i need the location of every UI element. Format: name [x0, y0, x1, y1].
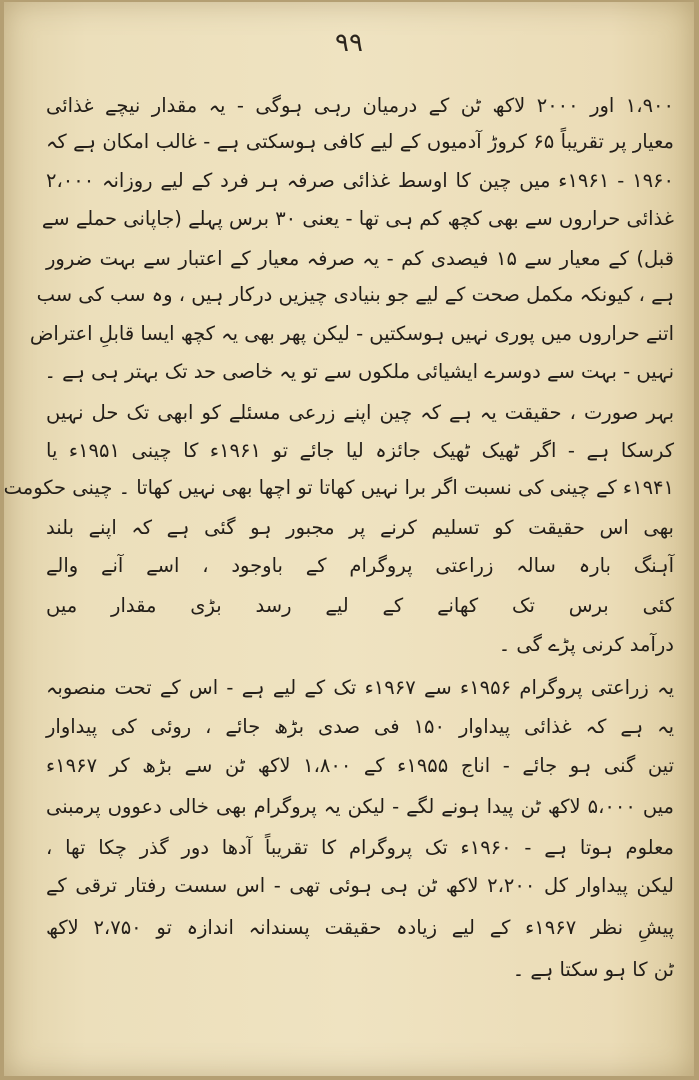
text-line: قبل) کے معیار سے ۱۵ فیصدی کم - یہ صرفہ معیار کے اعتبار سے بہت ضرور [46, 247, 674, 270]
text-line: غذائی حراروں سے بھی کچھ کم ہی تھا - یعنی ۳۰ برس پہلے (جاپانی حملے سے [41, 207, 674, 230]
text-line: لیکن پیداوار کل ۲،۲۰۰ لاکھ ٹن ہی ہوئی تھی - اس سست رفتار ترقی کے [46, 874, 674, 897]
text-line: ۱،۹۰۰ اور ۲۰۰۰ لاکھ ٹن کے درمیان رہی ہوگی - یہ مقدار نیچے غذائی [46, 94, 674, 117]
book-page [4, 2, 694, 1076]
text-line: اتنے حراروں میں پوری نہیں ہوسکتیں - لیکن پھر بھی یہ کچھ ایسا قابلِ اعتراض [29, 322, 674, 345]
text-line: کئی برس تک کھانے کے لیے رسد بڑی مقدار میں [46, 594, 674, 617]
text-line: ہے ، کیونکہ مکمل صحت کے لیے جو بنیادی چیزیں درکار ہیں ، وہ سب کی سب [36, 283, 674, 306]
text-line: معیار پر تقریباً ۶۵ کروڑ آدمیوں کے لیے کافی ہوسکتی ہے - غالب امکان ہے کہ [46, 130, 674, 153]
text-line: یہ زراعتی پروگرام ۱۹۵۶ء سے ۱۹۶۷ء تک کے لیے ہے - اس کے تحت منصوبہ [46, 676, 674, 699]
text-line: نہیں - بہت سے دوسرے ایشیائی ملکوں سے تو یہ خاصی حد تک بہتر ہی ہے ۔ [44, 360, 674, 383]
text-line: کرسکا ہے - اگر ٹھیک ٹھیک جائزہ لیا جائے تو ۱۹۶۱ء کا چینی ۱۹۵۱ء یا [46, 439, 674, 462]
page-number: ۹۹ [335, 28, 363, 58]
text-line: درآمد کرنی پڑے گی ۔ [498, 633, 674, 656]
text-line: بہر صورت ، حقیقت یہ ہے کہ چین اپنے زرعی مسئلے کو ابھی تک حل نہیں [46, 401, 674, 424]
text-line: ۱۹۶۰ - ۱۹۶۱ء میں چین کا اوسط غذائی صرفہ ہر فرد کے لیے روزانہ ۲،۰۰۰ [46, 169, 674, 192]
text-line: آہنگ بارہ سالہ زراعتی پروگرام کے باوجود ، اسے آنے والے [46, 554, 674, 577]
text-line: ٹن کا ہو سکتا ہے ۔ [512, 958, 674, 981]
text-line: ۱۹۴۱ء کے چینی کی نسبت اگر برا نہیں کھاتا تو اچھا بھی نہیں کھاتا ۔ چینی حکومت [4, 476, 674, 499]
text-line: پیشِ نظر ۱۹۶۷ء کے لیے زیادہ حقیقت پسندانہ اندازہ تو ۲،۷۵۰ لاکھ [46, 916, 674, 939]
text-line: بھی اس حقیقت کو تسلیم کرنے پر مجبور ہو گئی ہے کہ اپنے بلند [46, 516, 674, 539]
text-line: یہ ہے کہ غذائی پیداوار ۱۵۰ فی صدی بڑھ جائے ، روئی کی پیداوار [46, 715, 674, 738]
text-line: میں ۵،۰۰۰ لاکھ ٹن پیدا ہونے لگے - لیکن یہ پروگرام بھی خالی دعووں پرمبنی [46, 795, 675, 818]
text-line: تین گنی ہو جائے - اناج ۱۹۵۵ء کے ۱،۸۰۰ لاکھ ٹن سے بڑھ کر ۱۹۶۷ء [46, 754, 674, 777]
text-line: معلوم ہوتا ہے - ۱۹۶۰ء تک پروگرام کا تقریباً آدھا دور گذر چکا تھا ، [46, 836, 674, 859]
